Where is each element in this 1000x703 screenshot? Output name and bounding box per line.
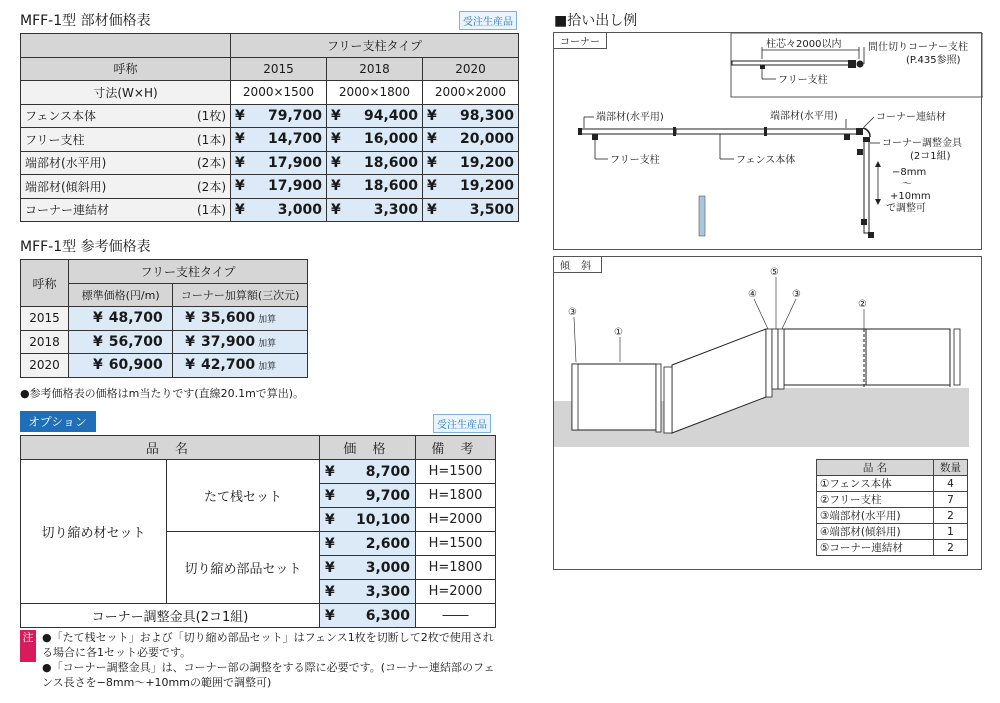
yen-symbol: ¥ (93, 333, 103, 350)
table-row (21, 460, 496, 484)
yen-symbol: ¥ (325, 535, 335, 552)
price-value: 10,100 (355, 511, 410, 528)
table-row (21, 330, 308, 354)
fence-panel (676, 129, 766, 134)
corner-joint (772, 329, 778, 389)
yen-symbol: ¥ (325, 559, 335, 576)
price-value: 3,000 (365, 559, 410, 576)
yen-symbol: ¥ (331, 131, 341, 148)
year-cell: 2015 (21, 307, 69, 331)
price-value: 79,700 (267, 107, 322, 124)
price-value: 17,900 (267, 178, 322, 195)
part-qty: 4 (934, 476, 968, 492)
corner-tag: コーナー (554, 33, 607, 49)
table-row (21, 151, 519, 175)
note-cell: H=1800 (416, 484, 496, 508)
year-cell: 2018 (21, 330, 69, 354)
note-cell: H=1800 (416, 556, 496, 580)
note-cell: H=1500 (416, 532, 496, 556)
corner-adjust-label: コーナー調整金具 (882, 138, 962, 149)
fence-panel (580, 129, 676, 134)
note-line: ●「たて桟セット」および「切り縮め部品セット」はフェンス1枚を切断して2枚で使用される場合に各1セット必要です。 (42, 631, 494, 659)
price-value: 37,900 (201, 333, 256, 350)
fence-panel (766, 129, 862, 134)
price-value: 18,600 (363, 154, 418, 171)
marker-1: ① (614, 327, 623, 338)
col-qty-header: 数量 (934, 460, 968, 476)
price-value: 48,700 (108, 310, 163, 327)
price-value: 3,500 (469, 201, 514, 218)
post (592, 134, 598, 140)
yen-symbol: ¥ (427, 201, 437, 218)
end-piece (868, 232, 874, 238)
table-row (817, 508, 968, 524)
partition-corner-label: 間仕切りコーナー支柱 (868, 42, 968, 53)
add-label: 加算 (258, 362, 277, 373)
inset-post (760, 65, 765, 69)
add-label: 加算 (258, 315, 277, 326)
pitch-label: 柱芯々2000以内 (766, 39, 842, 50)
table-row (817, 540, 968, 556)
col-std-header: 標準価格(円/m) (69, 283, 173, 307)
part-name: ①フェンス本体 (817, 476, 934, 492)
price-value: 19,200 (459, 154, 514, 171)
yen-symbol: ¥ (325, 463, 335, 480)
price-value: 14,700 (267, 131, 322, 148)
price-value: 8,700 (365, 463, 410, 480)
part-name: 端部材(水平用) (21, 151, 170, 175)
notes-block (20, 630, 500, 690)
price-value: 3,000 (277, 201, 322, 218)
note-cell: H=1500 (416, 460, 496, 484)
yen-symbol: ¥ (325, 511, 335, 528)
post (656, 364, 661, 432)
price-table (20, 33, 519, 222)
table-row (21, 104, 519, 128)
group-label: 切り縮め材セット (21, 460, 167, 604)
price-table-title: MFF-1型 部材価格表 (20, 13, 151, 29)
yen-symbol: ¥ (185, 333, 196, 350)
price-value: 3,300 (373, 201, 418, 218)
reference-price-table (20, 259, 308, 378)
post (844, 134, 850, 140)
yen-symbol: ¥ (331, 154, 341, 171)
yen-symbol: ¥ (235, 107, 245, 124)
part-name: 端部材(傾斜用) (21, 175, 170, 199)
part-name: ⑤コーナー連結材 (817, 540, 934, 556)
fence-panel-side-view (699, 196, 705, 236)
price-value: 94,400 (363, 107, 418, 124)
price-value: 2,600 (365, 535, 410, 552)
table-row (817, 492, 968, 508)
inset-corner-post (848, 60, 856, 68)
marker-3: ③ (792, 289, 801, 300)
add-label: 加算 (258, 338, 277, 349)
table-row (817, 476, 968, 492)
corner-joint (778, 329, 784, 389)
size-cell: 2000×1800 (327, 81, 423, 105)
corner-joint (856, 128, 863, 135)
price-value: 98,300 (459, 107, 514, 124)
end-piece (578, 128, 582, 135)
yen-symbol: ¥ (325, 583, 335, 600)
size-cell: 2000×2000 (423, 81, 519, 105)
yen-symbol: ¥ (235, 201, 245, 218)
col-item-header: 品 名 (21, 436, 320, 460)
price-value: 35,600 (201, 310, 256, 327)
part-qty: (1本) (170, 198, 231, 222)
table-row (21, 198, 519, 222)
part-name: コーナー連結材 (21, 198, 170, 222)
table-row (817, 524, 968, 540)
options-label: オプション (20, 411, 96, 432)
note-mark: 注 (20, 630, 36, 662)
yen-symbol: ¥ (331, 201, 341, 218)
marker-2: ② (858, 299, 867, 310)
yen-symbol: ¥ (331, 107, 341, 124)
ref-table-title: MFF-1型 参考価格表 (20, 239, 151, 255)
adjust-range-label: で調整可 (886, 203, 926, 214)
end-piece (572, 364, 578, 430)
table-row (21, 307, 308, 331)
part-qty: (1本) (170, 128, 231, 152)
part-qty: 2 (934, 540, 968, 556)
note-cell: ―― (416, 604, 496, 628)
corner-diagram-panel (553, 32, 982, 250)
yen-symbol: ¥ (427, 107, 437, 124)
adjust-range-label: 〜 (902, 179, 912, 190)
price-value: 19,200 (459, 178, 514, 195)
price-value: 20,000 (459, 131, 514, 148)
adjust-range-label: −8mm (892, 167, 927, 178)
col-name-header: 呼称 (21, 260, 69, 307)
col-note-header: 備 考 (416, 436, 496, 460)
yen-symbol: ¥ (427, 131, 437, 148)
example-title: ■拾い出し例 (554, 13, 638, 29)
yen-symbol: ¥ (185, 357, 196, 374)
price-value: 9,700 (365, 487, 410, 504)
end-horizontal-label: 端部材(水平用) (770, 111, 838, 122)
year-header: 2015 (231, 57, 327, 81)
fence-panel (572, 364, 656, 430)
price-value: 3,300 (365, 583, 410, 600)
slope-diagram (554, 257, 983, 457)
marker-5: ⑤ (770, 267, 779, 278)
ref-footnote: ●参考価格表の価格はm当たりです(直線20.1mで算出)。 (20, 387, 305, 400)
corner-adjust-sub-label: (2コ1組) (910, 151, 951, 162)
yen-symbol: ¥ (325, 607, 335, 624)
part-qty: 7 (934, 492, 968, 508)
year-header: 2018 (327, 57, 423, 81)
part-qty: 1 (934, 524, 968, 540)
slope-tag: 傾 斜 (554, 257, 602, 273)
post (861, 219, 867, 225)
end-piece-slope (766, 329, 772, 397)
table-row (21, 354, 308, 378)
part-name: ③端部材(水平用) (817, 508, 934, 524)
table-row (21, 175, 519, 199)
price-value: 17,900 (267, 154, 322, 171)
part-name: ④端部材(傾斜用) (817, 524, 934, 540)
end-piece (664, 367, 672, 433)
made-to-order-badge: 受注生産品 (459, 11, 517, 30)
col-price-header: 価 格 (320, 436, 416, 460)
free-post-label: フリー支柱 (778, 75, 828, 86)
options-table (20, 435, 496, 628)
made-to-order-badge: 受注生産品 (433, 414, 491, 433)
part-name: フェンス本体 (21, 104, 170, 128)
sub-label: 切り縮め部品セット (167, 532, 320, 604)
type-header: フリー支柱タイプ (69, 260, 308, 284)
note-cell: H=2000 (416, 580, 496, 604)
col-corner-header: コーナー加算額(三次元) (173, 283, 308, 307)
price-value: 6,300 (365, 607, 410, 624)
corner-curve (863, 128, 870, 137)
yen-symbol: ¥ (235, 131, 245, 148)
size-cell: 2000×1500 (231, 81, 327, 105)
partition-ref-label: (P.435参照) (906, 55, 961, 66)
price-value: 60,900 (108, 357, 163, 374)
inset-fence (732, 61, 852, 65)
corner-joint-label: コーナー連結材 (876, 112, 946, 123)
fence-body-label: フェンス本体 (736, 155, 796, 166)
free-post-label: フリー支柱 (610, 155, 660, 166)
marker-4: ④ (748, 289, 757, 300)
yen-symbol: ¥ (331, 178, 341, 195)
part-qty: (1枚) (170, 104, 231, 128)
yen-symbol: ¥ (93, 310, 103, 327)
parts-count-table (816, 459, 968, 556)
part-qty: 2 (934, 508, 968, 524)
table-row (21, 604, 496, 628)
marker-3: ③ (568, 307, 577, 318)
yen-symbol: ¥ (325, 487, 335, 504)
price-value: 42,700 (201, 357, 256, 374)
fence-panel (784, 329, 866, 385)
part-qty: (2本) (170, 151, 231, 175)
sub-label: たて桟セット (167, 460, 320, 532)
part-name: フリー支柱 (21, 128, 170, 152)
adjust-range-label: +10mm (890, 191, 931, 202)
note-cell: H=2000 (416, 508, 496, 532)
corner-diagram (554, 33, 983, 251)
year-cell: 2020 (21, 354, 69, 378)
col-name-header: 呼称 (21, 57, 231, 81)
part-name: ②フリー支柱 (817, 492, 934, 508)
price-value: 16,000 (363, 131, 418, 148)
yen-symbol: ¥ (427, 154, 437, 171)
corner-adjust-item: コーナー調整金具(2コ1組) (21, 604, 320, 628)
col-size-header: 寸法(W×H) (21, 81, 231, 105)
year-header: 2020 (423, 57, 519, 81)
yen-symbol: ¥ (93, 357, 103, 374)
col-name-header: 品 名 (817, 460, 934, 476)
end-horizontal-label: 端部材(水平用) (596, 112, 664, 123)
price-value: 18,600 (363, 178, 418, 195)
price-value: 56,700 (108, 333, 163, 350)
type-header: フリー支柱タイプ (231, 34, 519, 58)
yen-symbol: ¥ (427, 178, 437, 195)
part-qty: (2本) (170, 175, 231, 199)
note-line: ●「コーナー調整金具」は、コーナー部の調整をする際に必要です。(コーナー連結部のフェンス長さを−8mm〜+10mmの範囲で調整可) (42, 661, 495, 689)
yen-symbol: ¥ (235, 178, 245, 195)
inset-post-round (857, 61, 864, 68)
table-row (21, 128, 519, 152)
end-piece (954, 329, 960, 385)
post (857, 149, 863, 155)
yen-symbol: ¥ (235, 154, 245, 171)
fence-panel (866, 329, 950, 385)
yen-symbol: ¥ (185, 310, 196, 327)
